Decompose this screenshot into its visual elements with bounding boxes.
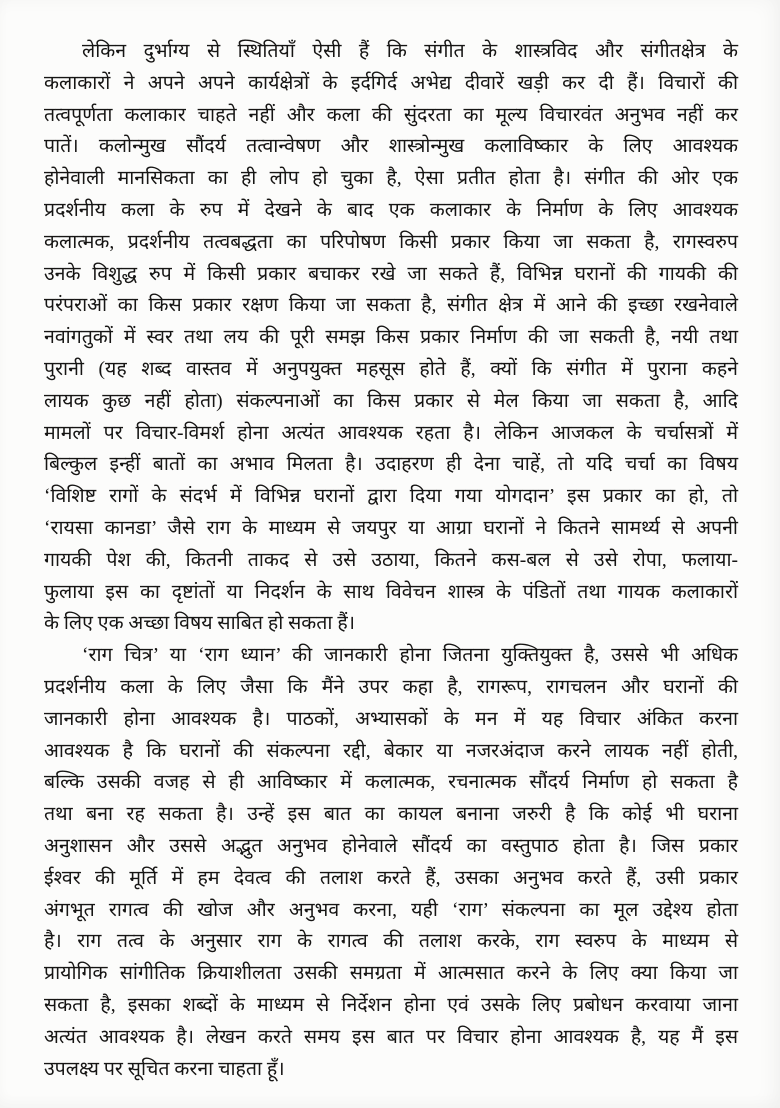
text-line: लेकिन दुर्भाग्य से स्थितियाँ ऐसी हैं कि संगीत के शास्त्रविद और संगीतक्षेत्र के	[82, 41, 738, 62]
text-line: प्रदर्शनीय कला के लिए जैसा कि मैंने उपर कहा है, रागरूप, रागचलन और घरानों की	[44, 676, 738, 698]
text-line: पातें। कलोन्मुख सौंदर्य तत्वान्वेषण और शास्त्रोन्मुख कलाविष्कार के लिए आवश्यक	[44, 136, 738, 158]
text-line: प्रायोगिक सांगीतिक क्रियाशीलता उसकी समग्रता में आत्मसात करने के लिए क्या किया जा	[44, 963, 738, 985]
text-line: ‘रायसा कानडा’ जैसे राग के माध्यम से जयपुर या आग्रा घरानों ने कितने सामर्थ्य से अपनी	[44, 517, 738, 539]
text-line: बल्कि उसकी वजह से ही आविष्कार में कलात्मक, रचनात्मक सौंदर्य निर्माण हो सकता है	[44, 772, 738, 794]
text-line: नवांगतुकों में स्वर तथा लय की पूरी समझ किस प्रकार निर्माण की जा सकती है, नयी तथा	[44, 327, 738, 349]
text-line: प्रदर्शनीय कला के रुप में देखने के बाद एक कलाकार के निर्माण के लिए आवश्यक	[44, 199, 738, 221]
text-line: उनके विशुद्ध रुप में किसी प्रकार बचाकर रखे जा सकते हैं, विभिन्न घरानों की गायकी की	[44, 263, 738, 285]
text-line: अनुशासन और उससे अद्भुत अनुभव होनेवाले सौंदर्य का वस्तुपाठ होता है। जिस प्रकार	[44, 835, 738, 857]
text-line: जानकारी होना आवश्यक है। पाठकों, अभ्यासकों के मन में यह विचार अंकित करना	[44, 708, 738, 730]
text-block	[44, 36, 738, 1085]
text-line: उपलक्ष्य पर सूचित करना चाहता हूँ।	[44, 1058, 285, 1080]
text-line: तत्वपूर्णता कलाकार चाहते नहीं और कला की सुंदरता का मूल्य विचारवंत अनुभव नहीं कर	[44, 104, 738, 126]
text-line: के लिए एक अच्छा विषय साबित हो सकता हैं।	[44, 613, 356, 635]
text-line: बिल्कुल इन्हीं बातों का अभाव मिलता है। उदाहरण ही देना चाहें, तो यदि चर्चा का विषय	[44, 454, 738, 476]
text-line: लायक कुछ नहीं होता) संकल्पनाओं का किस प्रकार से मेल किया जा सकता है, आदि	[44, 390, 738, 412]
text-line: कलात्मक, प्रदर्शनीय तत्वबद्धता का परिपोषण किसी प्रकार किया जा सकता है, रागस्वरुप	[44, 231, 738, 253]
text-line: पुरानी (यह शब्द वास्तव में अनुपयुक्त महसूस होते हैं, क्यों कि संगीत में पुराना कहने	[44, 358, 738, 380]
text-line: सकता है, इसका शब्दों के माध्यम से निर्देशन होना एवं उसके लिए प्रबोधन करवाया जाना	[44, 994, 738, 1016]
text-line: गायकी पेश की, कितनी ताकद से उसे उठाया, कितने कस-बल से उसे रोपा, फलाया-	[44, 549, 738, 571]
text-line: ‘राग चित्र’ या ‘राग ध्यान’ की जानकारी होना जितना युक्तियुक्त है, उससे भी अधिक	[82, 645, 738, 667]
text-line: परंपराओं का किस प्रकार रक्षण किया जा सकता है, संगीत क्षेत्र में आने की इच्छा रखनेवाले	[44, 295, 738, 317]
text-line: अत्यंत आवश्यक है। लेखन करते समय इस बात पर विचार होना आवश्यक है, यह मैं इस	[44, 1026, 738, 1048]
text-line: ईश्वर की मूर्ति में हम देवत्व की तलाश करते हैं, उसका अनुभव करते हैं, उसी प्रकार	[44, 867, 738, 889]
text-line: कलाकारों ने अपने अपने कार्यक्षेत्रों के इर्दगिर्द अभेद्य दीवारें खड़ी कर दी हैं। विचारों की	[44, 72, 738, 94]
text-line: अंगभूत रागत्व की खोज और अनुभव करना, यही ‘राग’ संकल्पना का मूल उद्देश्य होता	[44, 899, 738, 921]
text-line: होनेवाली मानसिकता का ही लोप हो चुका है, ऐसा प्रतीत होता है। संगीत की ओर एक	[44, 168, 738, 190]
text-line: है। राग तत्व के अनुसार राग के रागत्व की तलाश करके, राग स्वरुप के माध्यम से	[44, 931, 738, 953]
text-line: आवश्यक है कि घरानों की संकल्पना रद्दी, बेकार या नजरअंदाज करने लायक नहीं होती,	[44, 740, 738, 762]
paragraph-1	[44, 36, 738, 640]
text-line: ‘विशिष्ट रागों के संदर्भ में विभिन्न घरानों द्वारा दिया गया योगदान’ इस प्रकार का हो, तो	[44, 486, 738, 508]
text-line: मामलों पर विचार-विमर्श होना अत्यंत आवश्यक रहता है। लेकिन आजकल के चर्चासत्रों में	[44, 422, 738, 444]
paragraph-2	[44, 640, 738, 1085]
text-line: फुलाया इस का दृष्टांतों या निदर्शन के साथ विवेचन शास्त्र के पंडितों तथा गायक कलाकारों	[44, 581, 738, 603]
text-line: तथा बना रह सकता है। उन्हें इस बात का कायल बनाना जरुरी है कि कोई भी घराना	[44, 804, 738, 826]
